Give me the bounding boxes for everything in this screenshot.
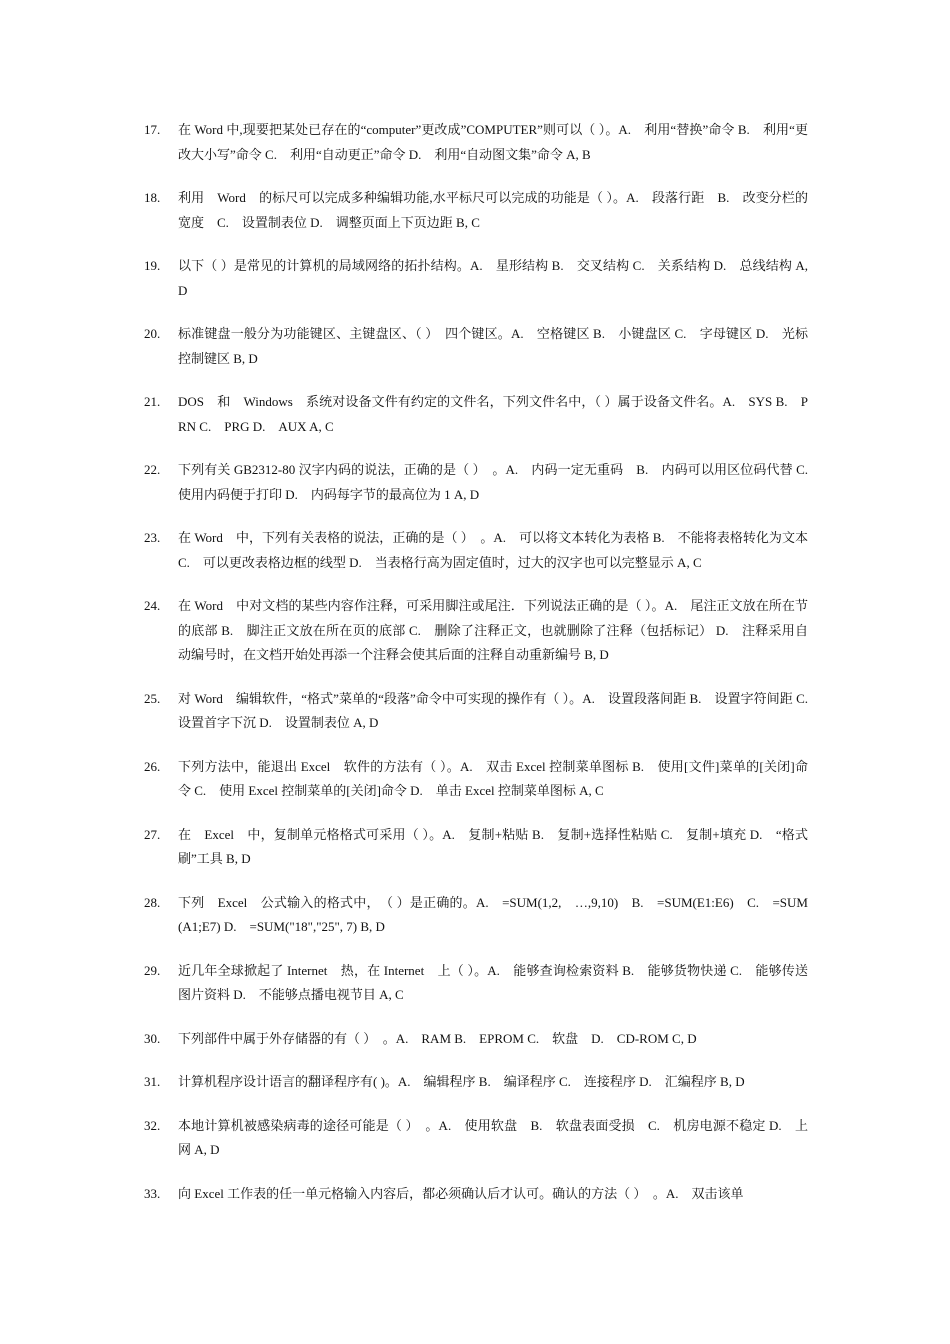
question-number: 31. <box>144 1074 161 1089</box>
question-number: 21. <box>144 394 161 409</box>
question-item <box>144 458 822 507</box>
question-number: 33. <box>144 1185 161 1201</box>
question-item <box>144 687 822 736</box>
question-text: 下列有关 GB2312-80 汉字内码的说法，正确的是（ ） 。A. 内码一定无重码 B. 内码可以用区位码代替 C. 使用内码便于打印 D. 内码每字节的最高位为 1 A, D <box>178 462 822 502</box>
question-text: 在 Word 中,现要把某处已存在的“computer”更改成”COMPUTER”则可以（ ）。A. 利用“替换”命令 B. 利用“更改大小写”命令 C. 利用“自动更正”命令 D. 利用“自动图文集”命令 A, B <box>178 122 808 162</box>
question-item <box>144 186 808 235</box>
question-text: 利用 Word 的标尺可以完成多种编辑功能,水平标尺可以完成的功能是（ ）。A. 段落行距 B. 改变分栏的宽度 C. 设置制表位 D. 调整页面上下页边距 B, C <box>178 190 808 230</box>
question-item <box>144 1070 808 1095</box>
question-number: 32. <box>144 1117 161 1133</box>
question-item <box>144 1182 808 1207</box>
question-item <box>144 594 808 668</box>
question-item <box>144 959 808 1008</box>
question-text: 在 Excel 中，复制单元格格式可采用（ ）。A. 复制+粘贴 B. 复制+选择性粘贴 C. 复制+填充 D. “格式刷”工具 B, D <box>178 826 808 866</box>
question-text: 对 Word 编辑软件，“格式”菜单的“段落”命令中可实现的操作有（ ）。A. 设置段落间距 B. 设置字符间距 C. 设置首字下沉 D. 设置制表位 A, D <box>178 690 822 730</box>
question-text: 标准键盘一般分为功能键区、主键盘区、（ ） 四个键区。A. 空格键区 B. 小键盘区 C. 字母键区 D. 光标控制键区 B, D <box>178 326 808 366</box>
question-number: 18. <box>144 190 161 205</box>
question-number: 25. <box>144 690 161 706</box>
question-item <box>144 118 808 167</box>
question-number: 19. <box>144 258 161 273</box>
question-list <box>144 118 822 1225</box>
question-number: 22. <box>144 462 161 477</box>
question-number: 28. <box>144 894 161 910</box>
question-item <box>144 755 808 804</box>
question-item <box>144 1114 808 1163</box>
question-number: 24. <box>144 598 161 613</box>
question-text: 近几年全球掀起了 Internet 热，在 Internet 上（ ）。A. 能够查询检索资料 B. 能够货物快递 C. 能够传送图片资料 D. 不能够点播电视节目 A, C <box>178 962 808 1002</box>
question-item <box>144 823 808 872</box>
question-text: DOS 和 Windows 系统对设备文件有约定的文件名，下列文件名中，（ ）属于设备文件名。A. SYS B. PRN C. PRG D. AUX A, C <box>178 394 808 434</box>
question-text: 计算机程序设计语言的翻译程序有( )。A. 编辑程序 B. 编译程序 C. 连接程序 D. 汇编程序 B, D <box>178 1074 745 1089</box>
question-item <box>144 891 808 940</box>
question-number: 23. <box>144 530 161 545</box>
question-number: 17. <box>144 122 161 137</box>
question-item <box>144 322 808 371</box>
question-text: 下列部件中属于外存储器的有（ ） 。A. RAM B. EPROM C. 软盘 D. CD-ROM C, D <box>178 1030 697 1046</box>
question-item <box>144 526 808 575</box>
question-text: 以下（ ）是常见的计算机的局域网络的拓扑结构。A. 星形结构 B. 交叉结构 C. 关系结构 D. 总线结构 A, D <box>178 258 808 298</box>
question-text: 下列 Excel 公式输入的格式中， （ ）是正确的。A. =SUM(1,2, …,9,10) B. =SUM(E1:E6) C. =SUM(A1;E7) D. =SUM("18","25", 7) B, D <box>178 894 808 934</box>
question-text: 下列方法中，能退出 Excel 软件的方法有（ ）。A. 双击 Excel 控制菜单图标 B. 使用[文件]菜单的[关闭]命令 C. 使用 Excel 控制菜单的[关闭]命令 D. 单击 Excel 控制菜单图标 A, C <box>178 758 808 798</box>
question-number: 26. <box>144 758 161 774</box>
question-number: 20. <box>144 326 161 341</box>
question-text: 向 Excel 工作表的任一单元格输入内容后，都必须确认后才认可。确认的方法（ ） 。A. 双击该单 <box>178 1185 744 1201</box>
question-number: 27. <box>144 826 161 842</box>
question-text: 本地计算机被感染病毒的途径可能是（ ） 。A. 使用软盘 B. 软盘表面受损 C. 机房电源不稳定 D. 上网 A, D <box>178 1117 808 1157</box>
question-text: 在 Word 中对文档的某些内容作注释，可采用脚注或尾注．下列说法正确的是（ ）。A. 尾注正文放在所在节的底部 B. 脚注正文放在所在页的底部 C. 删除了注释正文，也就删除了注释（包括标记） D. 注释采用自动编号时，在文档开始处再添一个注释会使其后面的注释自动重新编号 B, D <box>178 598 808 662</box>
question-item <box>144 1027 808 1052</box>
question-item <box>144 390 808 439</box>
question-number: 29. <box>144 962 161 978</box>
question-item <box>144 254 808 303</box>
question-text: 在 Word 中，下列有关表格的说法，正确的是（ ） 。A. 可以将文本转化为表格 B. 不能将表格转化为文本 C. 可以更改表格边框的线型 D. 当表格行高为固定值时，过大的汉字也可以完整显示 A, C <box>178 530 808 570</box>
question-number: 30. <box>144 1030 161 1046</box>
